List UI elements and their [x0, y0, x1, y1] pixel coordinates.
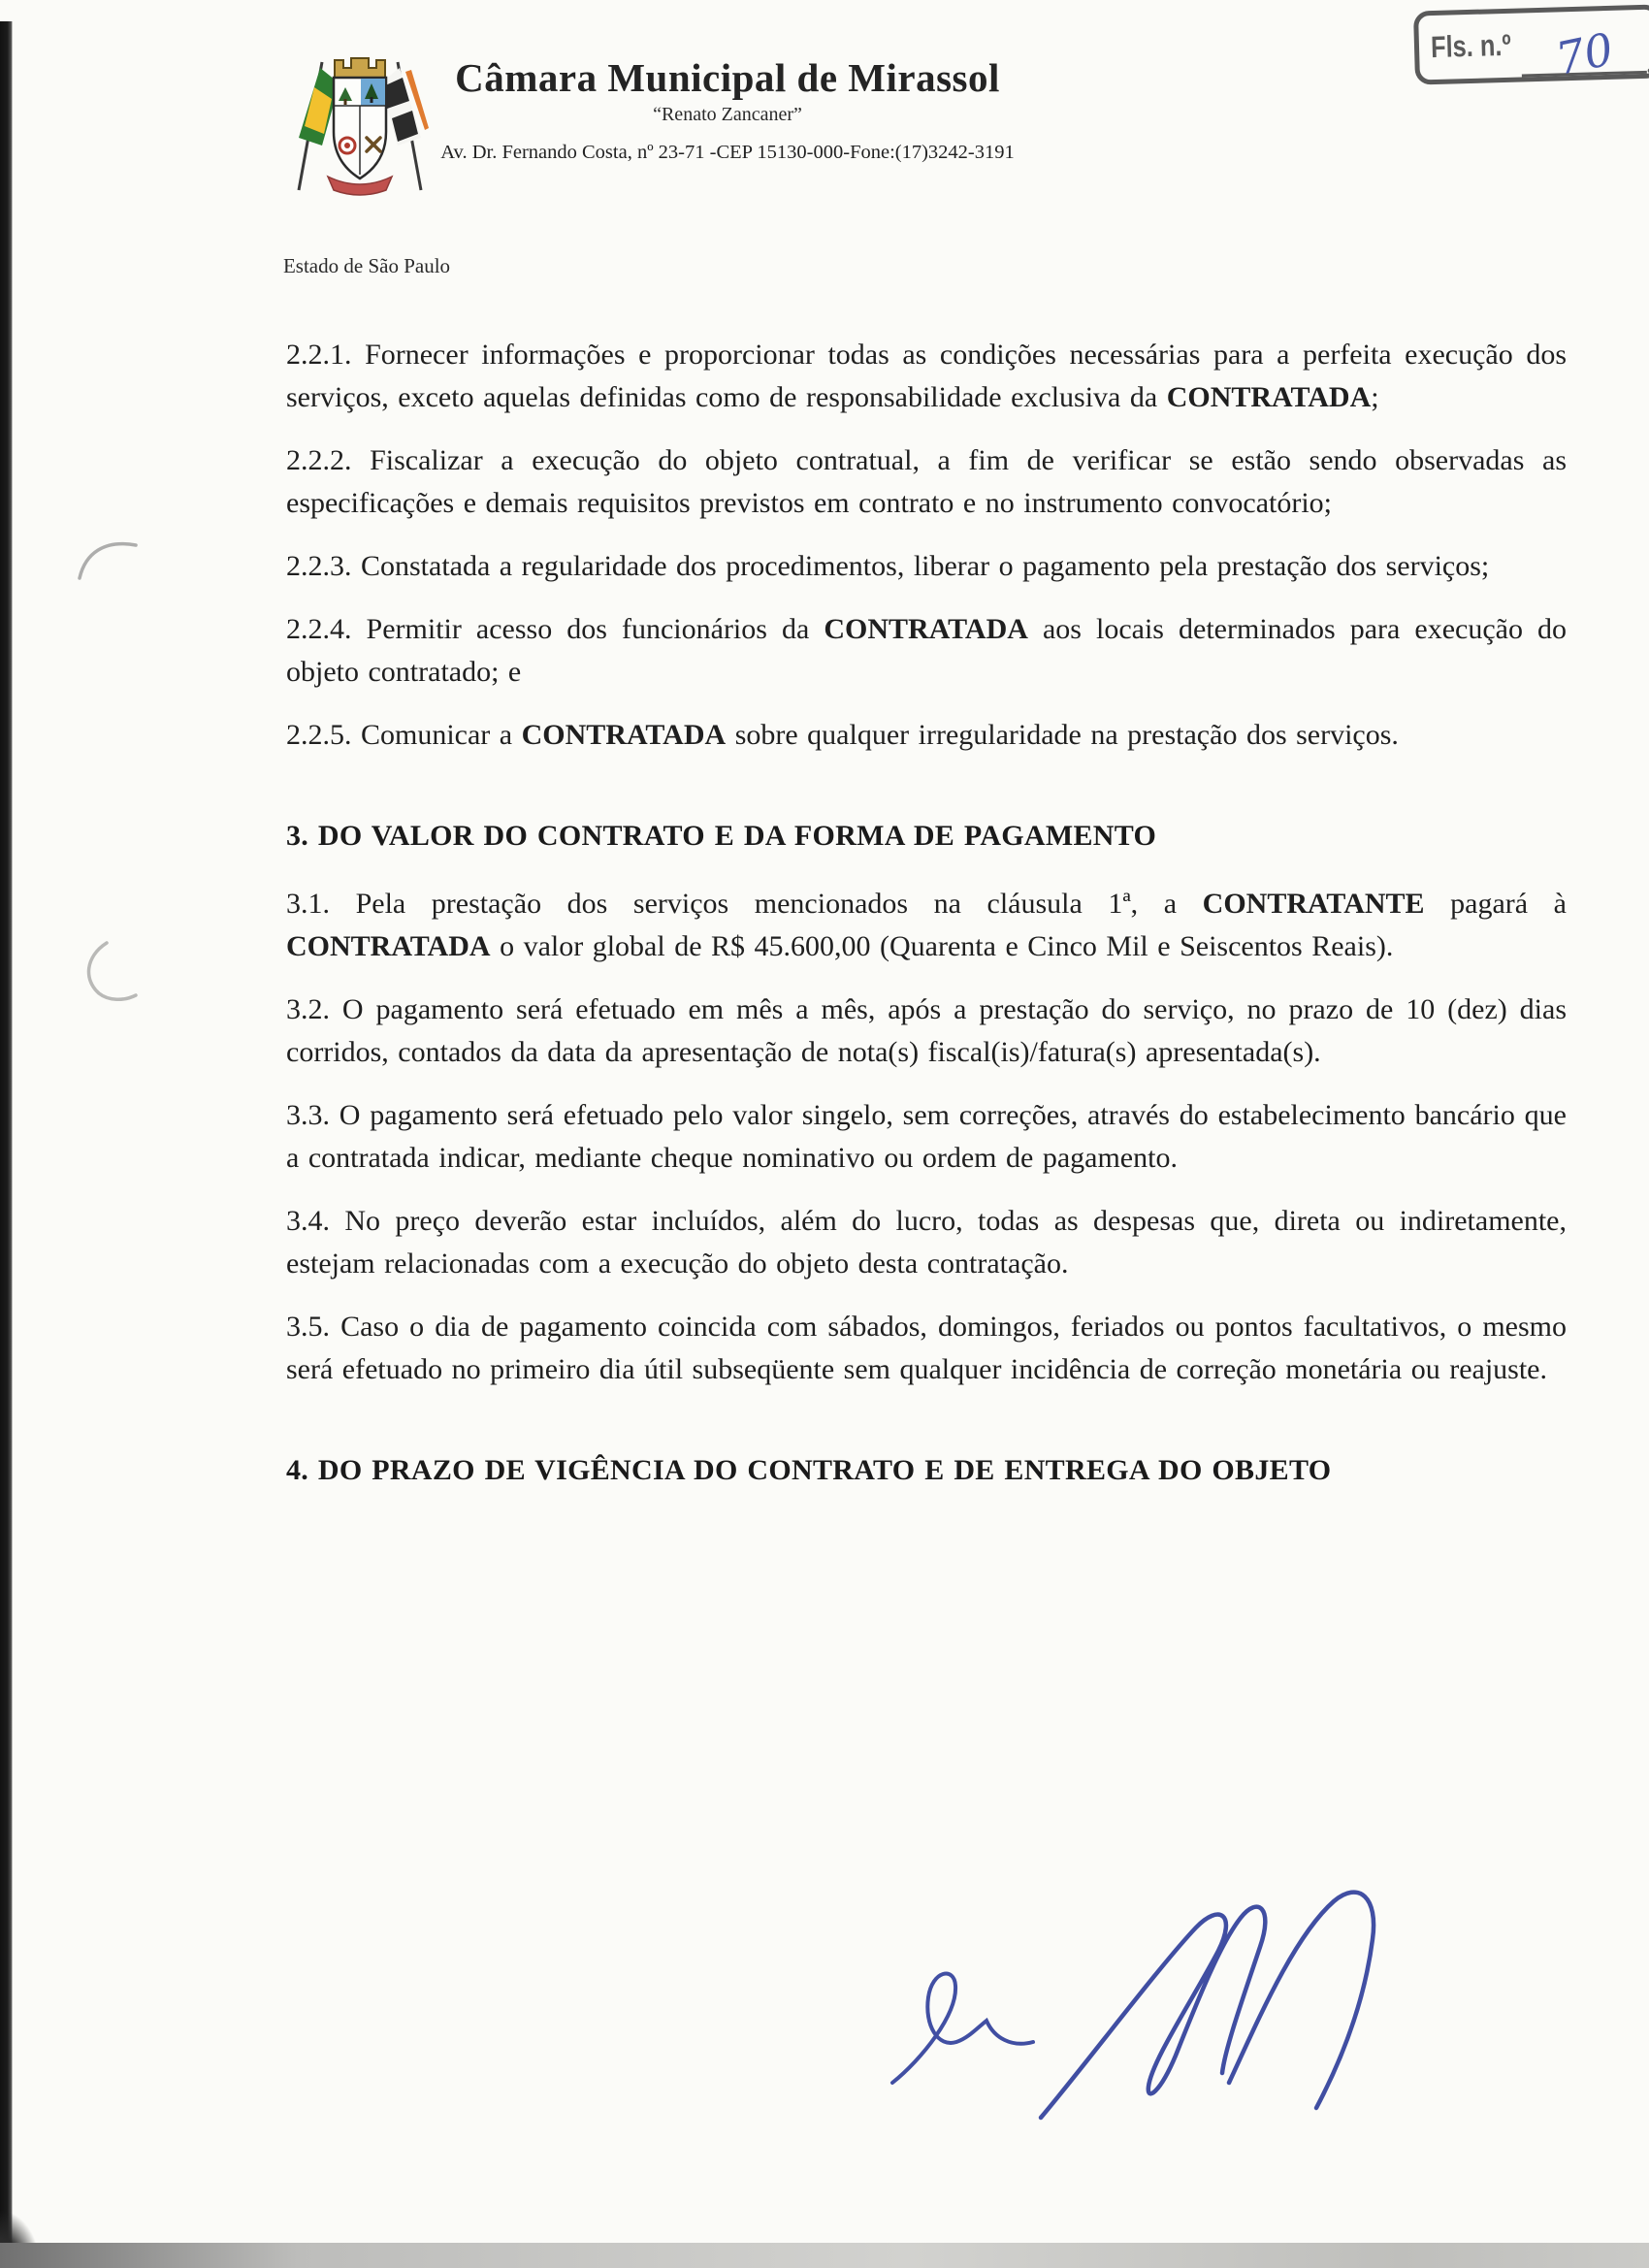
clause-2-2-1: 2.2.1. Fornecer informações e proporcionar todas as condições necessárias para a perfeita execução dos serviços, exceto aquelas definidas como de responsabilidade exclusiva da CONTRATADA; — [286, 339, 1567, 413]
emblem-caption: Estado de São Paulo — [282, 254, 451, 277]
clause-3-1: 3.1. Pela prestação dos serviços mencionados na cláusula 1ª, a CONTRATANTE pagará à CONTRATADA o valor global de R$ 45.600,00 (Quarenta e Cinco Mil e Seiscentos Reais). — [286, 888, 1567, 962]
clause-3-5: 3.5. Caso o dia de pagamento coincida com sábados, domingos, feriados ou pontos facultativos, o mesmo será efetuado no primeiro dia útil subseqüente sem qualquer incidência de correção monetária ou reajuste. — [286, 1311, 1567, 1385]
contract-body — [286, 334, 1567, 1517]
signature-initials — [839, 1858, 1402, 2139]
organization-title: Câmara Municipal de Mirassol — [455, 55, 1000, 100]
section-4-heading: 4. DO PRAZO DE VIGÊNCIA DO CONTRATO E DE ENTREGA DO OBJETO — [286, 1454, 1332, 1486]
letterhead — [407, 56, 1048, 164]
margin-pen-mark-lower — [78, 939, 150, 1007]
stamp-value-handwritten: 70 — [1551, 22, 1618, 85]
scan-left-edge — [0, 21, 13, 2268]
clause-3-2: 3.2. O pagamento será efetuado em mês a mês, após a prestação do serviço, no prazo de 10 (dez) dias corridos, contados da data da apresentação de nota(s) fiscal(is)/fatura(s) apresentada(s). — [286, 993, 1567, 1068]
page-number-stamp — [1413, 4, 1649, 84]
clause-3-4: 3.4. No preço deverão estar incluídos, além do lucro, todas as despesas que, direta ou indiretamente, estejam relacionadas com a execução do objeto desta contratação. — [286, 1205, 1567, 1280]
organization-subtitle: “Renato Zancaner” — [653, 104, 802, 126]
margin-pen-mark-upper — [76, 532, 144, 590]
stamp-underline — [1520, 20, 1647, 85]
scan-bottom-edge — [0, 2243, 1649, 2268]
section-3-heading: 3. DO VALOR DO CONTRATO E DA FORMA DE PAGAMENTO — [286, 820, 1157, 852]
stamp-label: Fls. n.º — [1430, 27, 1512, 65]
clause-2-2-5: 2.2.5. Comunicar a CONTRATADA sobre qualquer irregularidade na prestação dos serviços. — [286, 719, 1399, 751]
clause-2-2-2: 2.2.2. Fiscalizar a execução do objeto contratual, a fim de verificar se estão sendo observadas as especificações e demais requisitos previstos em contrato e no instrumento convocatório; — [286, 444, 1567, 519]
clause-2-2-4: 2.2.4. Permitir acesso dos funcionários da CONTRATADA aos locais determinados para execução do objeto contratado; e — [286, 613, 1567, 688]
clause-2-2-3: 2.2.3. Constatada a regularidade dos procedimentos, liberar o pagamento pela prestação dos serviços; — [286, 550, 1490, 582]
clause-3-3: 3.3. O pagamento será efetuado pelo valor singelo, sem correções, através do estabelecimento bancário que a contratada indicar, mediante cheque nominativo ou ordem de pagamento. — [286, 1099, 1567, 1174]
organization-address: Av. Dr. Fernando Costa, nº 23-71 -CEP 15130-000-Fone:(17)3242-3191 — [440, 142, 1015, 164]
